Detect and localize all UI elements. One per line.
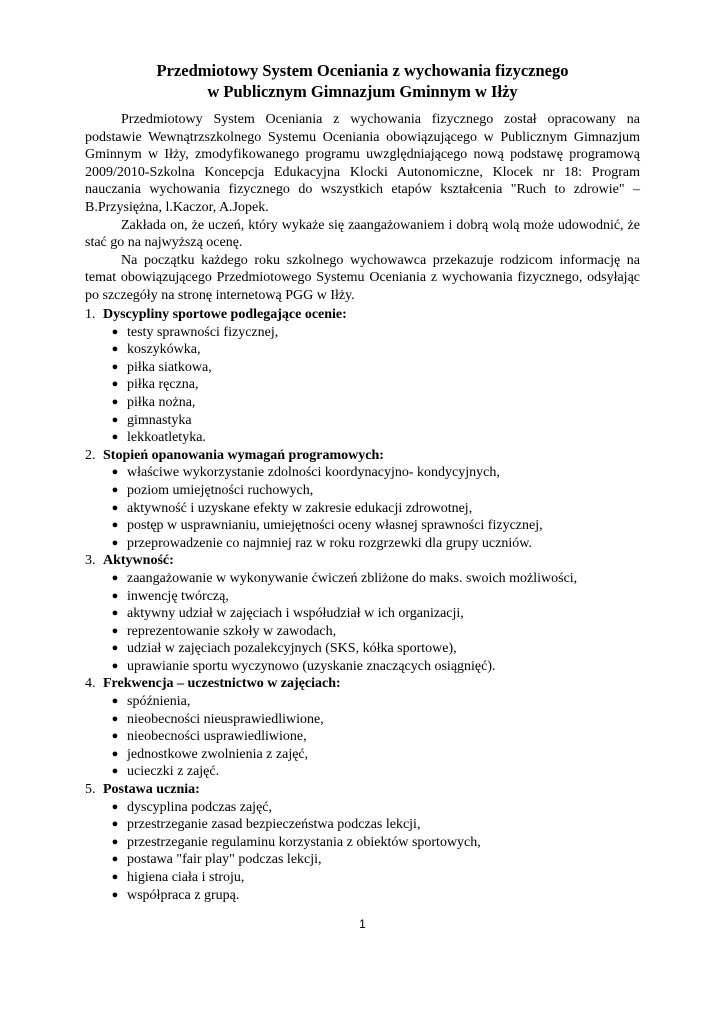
bullet-icon: ● bbox=[111, 501, 119, 514]
bullet-icon: ● bbox=[111, 360, 119, 373]
section-title: Postawa ucznia: bbox=[103, 782, 200, 798]
bullet-icon: ● bbox=[111, 835, 119, 848]
list-item-text: współpraca z grupą. bbox=[127, 887, 240, 903]
list-item-text: lekkoatletyka. bbox=[127, 430, 206, 446]
assessment-sections bbox=[85, 306, 655, 904]
section-list bbox=[85, 570, 655, 676]
list-item bbox=[103, 412, 655, 430]
section-number: 1. bbox=[85, 307, 96, 322]
section-number: 4. bbox=[85, 676, 96, 692]
list-item-text: przeprowadzenie co najmniej raz w roku rozgrzewki dla grupy uczniów. bbox=[127, 535, 532, 551]
list-item bbox=[103, 376, 655, 394]
bullet-icon: ● bbox=[111, 642, 119, 655]
list-item bbox=[103, 324, 655, 342]
bullet-icon: ● bbox=[111, 571, 119, 584]
title-line-2: w Publicznym Gimnazjum Gminnym w Iłży bbox=[207, 82, 518, 101]
list-item-text: piłka nożna, bbox=[127, 394, 196, 410]
list-item bbox=[103, 588, 655, 606]
list-item-text: nieobecności nieusprawiedliwione, bbox=[127, 711, 324, 727]
list-item-text: uprawianie sportu wyczynowo (uzyskanie znaczących osiągnięć). bbox=[127, 658, 496, 674]
bullet-icon: ● bbox=[111, 483, 119, 496]
list-item bbox=[103, 605, 655, 623]
list-item-text: koszykówka, bbox=[127, 342, 201, 358]
bullet-icon: ● bbox=[111, 395, 119, 408]
section-number: 3. bbox=[85, 553, 96, 569]
section-heading bbox=[85, 781, 655, 799]
bullet-icon: ● bbox=[111, 607, 119, 620]
list-item-text: przestrzeganie regulaminu korzystania z obiektów sportowych, bbox=[127, 834, 481, 850]
bullet-icon: ● bbox=[111, 431, 119, 444]
intro-text bbox=[85, 111, 640, 305]
section-heading bbox=[85, 675, 655, 693]
list-item-text: testy sprawności fizycznej, bbox=[127, 324, 279, 340]
bullet-icon: ● bbox=[111, 413, 119, 426]
section-heading bbox=[85, 552, 655, 570]
list-item bbox=[103, 816, 655, 834]
bullet-icon: ● bbox=[111, 519, 119, 532]
section-list bbox=[85, 693, 655, 781]
list-item bbox=[103, 693, 655, 711]
section-title: Stopień opanowania wymagań programowych: bbox=[103, 447, 384, 463]
list-item-text: jednostkowe zwolnienia z zajęć, bbox=[127, 746, 309, 762]
list-item bbox=[103, 834, 655, 852]
list-item-text: piłka ręczna, bbox=[127, 377, 199, 393]
title-line-1: Przedmiotowy System Oceniania z wychowania fizycznego bbox=[156, 61, 569, 80]
bullet-icon: ● bbox=[111, 712, 119, 725]
list-item bbox=[103, 887, 655, 905]
list-item bbox=[103, 763, 655, 781]
section-heading bbox=[85, 306, 655, 324]
list-item bbox=[103, 359, 655, 377]
list-item-text: udział w zajęciach pozalekcyjnych (SKS, kółka sportowe), bbox=[127, 641, 457, 657]
intro-paragraph: Przedmiotowy System Oceniania z wychowania fizycznego został opracowany na podstawie Wewnątrzszkolnego Systemu Oceniania obowiązującego w Publicznym Gimnazjum Gminnym w Iłży, zmodyfikowanego programu uwzględniającego nową podstawę programową 2009/2010-Szkolna Koncepcja Edukacyjna Klocki Autonomiczne, Klocek nr 18: Program nauczania wychowania fizycznego do wszystkich etapów kształcenia "Ruch to zdrowie" – B.Przysiężna, l.Kaczor, A.Jopek. bbox=[85, 112, 640, 215]
list-item-text: spóźnienia, bbox=[127, 694, 191, 710]
bullet-icon: ● bbox=[111, 466, 119, 479]
list-item-text: aktywny udział w zajęciach i współudział w ich organizacji, bbox=[127, 606, 464, 622]
bullet-icon: ● bbox=[111, 747, 119, 760]
list-item bbox=[103, 570, 655, 588]
bullet-icon: ● bbox=[111, 695, 119, 708]
section-list bbox=[85, 464, 655, 552]
list-item bbox=[103, 658, 655, 676]
list-item bbox=[103, 869, 655, 887]
list-item-text: dyscyplina podczas zajęć, bbox=[127, 799, 272, 815]
bullet-icon: ● bbox=[111, 800, 119, 813]
list-item-text: piłka siatkowa, bbox=[127, 359, 212, 375]
list-item bbox=[103, 482, 655, 500]
bullet-icon: ● bbox=[111, 659, 119, 672]
list-item-text: przestrzeganie zasad bezpieczeństwa podczas lekcji, bbox=[127, 817, 421, 833]
list-item bbox=[103, 851, 655, 869]
list-item bbox=[103, 500, 655, 518]
bullet-icon: ● bbox=[111, 325, 119, 338]
intro-paragraph: Zakłada on, że uczeń, który wykaże się zaangażowaniem i dobrą wolą może udowodnić, że stać go na najwyższą ocenę. bbox=[85, 217, 640, 251]
page-number: 1 bbox=[359, 917, 366, 931]
intro-paragraph: Na początku każdego roku szkolnego wychowawca przekazuje rodzicom informację na temat obowiązującego Przedmiotowego Systemu Oceniania z wychowania fizycznego, odsyłając po szczegóły na stronę internetową PGG w Iłży. bbox=[85, 252, 640, 303]
list-item-text: inwencję twórczą, bbox=[127, 588, 229, 604]
bullet-icon: ● bbox=[111, 589, 119, 602]
section-title: Dyscypliny sportowe podlegające ocenie: bbox=[103, 307, 347, 322]
bullet-icon: ● bbox=[111, 343, 119, 356]
bullet-icon: ● bbox=[111, 624, 119, 637]
list-item-text: poziom umiejętności ruchowych, bbox=[127, 482, 314, 498]
bullet-icon: ● bbox=[111, 536, 119, 549]
section-list bbox=[85, 799, 655, 905]
list-item bbox=[103, 746, 655, 764]
list-item bbox=[103, 517, 655, 535]
list-item bbox=[103, 535, 655, 553]
list-item bbox=[103, 623, 655, 641]
list-item bbox=[103, 464, 655, 482]
list-item-text: właściwe wykorzystanie zdolności koordynacyjno- kondycyjnych, bbox=[127, 465, 500, 481]
list-item-text: postawa "fair play" podczas lekcji, bbox=[127, 852, 322, 868]
list-item-text: reprezentowanie szkoły w zawodach, bbox=[127, 623, 337, 639]
section-number: 5. bbox=[85, 782, 96, 798]
list-item-text: nieobecności usprawiedliwione, bbox=[127, 729, 307, 745]
bullet-icon: ● bbox=[111, 818, 119, 831]
section-title: Aktywność: bbox=[103, 553, 174, 569]
section-number: 2. bbox=[85, 447, 96, 463]
list-item-text: ucieczki z zajęć. bbox=[127, 764, 220, 780]
list-item bbox=[103, 394, 655, 412]
bullet-icon: ● bbox=[111, 853, 119, 866]
section-title: Frekwencja – uczestnictwo w zajęciach: bbox=[103, 676, 341, 692]
list-item-text: zaangażowanie w wykonywanie ćwiczeń zbliżone do maks. swoich możliwości, bbox=[127, 570, 578, 586]
list-item bbox=[103, 640, 655, 658]
bullet-icon: ● bbox=[111, 765, 119, 778]
list-item-text: aktywność i uzyskane efekty w zakresie edukacji zdrowotnej, bbox=[127, 500, 473, 516]
list-item bbox=[103, 429, 655, 447]
list-item-text: gimnastyka bbox=[127, 412, 192, 428]
bullet-icon: ● bbox=[111, 871, 119, 883]
bullet-icon: ● bbox=[111, 378, 119, 391]
section-list bbox=[85, 324, 655, 447]
bullet-icon: ● bbox=[111, 888, 119, 901]
list-item bbox=[103, 728, 655, 746]
list-item bbox=[103, 711, 655, 729]
list-item bbox=[103, 799, 655, 817]
document-title bbox=[0, 60, 725, 102]
list-item-text: higiena ciała i stroju, bbox=[127, 870, 245, 885]
list-item bbox=[103, 341, 655, 359]
section-heading bbox=[85, 447, 655, 465]
list-item-text: postęp w usprawnianiu, umiejętności oceny własnej sprawności fizycznej, bbox=[127, 518, 543, 534]
bullet-icon: ● bbox=[111, 730, 119, 743]
